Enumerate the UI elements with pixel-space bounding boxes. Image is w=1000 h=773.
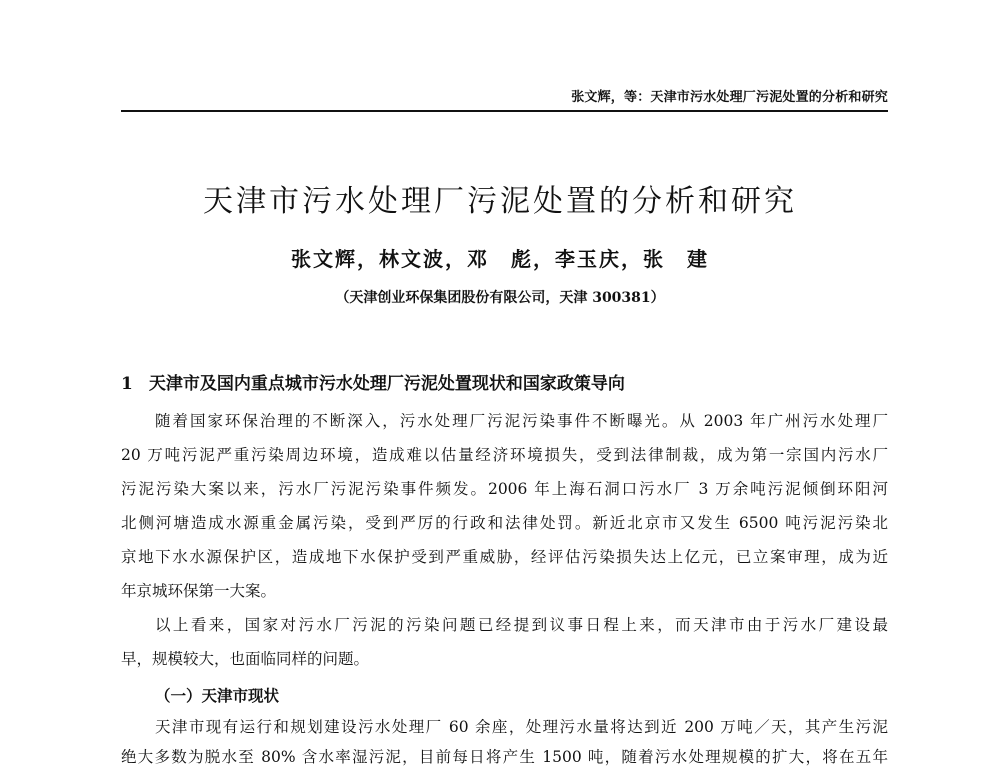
para1-line-3: 污泥污染大案以来，污水厂污泥污染事件频发。2006 年上海石洞口污水厂 3 万余吨污泥倾倒环阳河	[121, 480, 888, 498]
author-list: 张文辉，林文波，邓 彪，李玉庆，张 建	[291, 247, 709, 271]
para1-line-4: 北侧河塘造成水源重金属污染，受到严厉的行政和法律处罚。新近北京市又发生 6500 吨污泥污染北	[121, 514, 888, 532]
running-head: 张文辉，等：天津市污水处理厂污泥处置的分析和研究	[571, 90, 888, 105]
para2-line-1: 以上看来，国家对污水厂污泥的污染问题已经提到议事日程上来，而天津市由于污水厂建设最	[155, 616, 888, 634]
para3-line-1: 天津市现有运行和规划建设污水处理厂 60 余座，处理污水量将达到近 200 万吨／天，其产生污泥	[155, 718, 888, 736]
para1-line-1: 随着国家环保治理的不断深入，污水处理厂污泥污染事件不断曝光。从 2003 年广州污水处理厂	[155, 412, 888, 430]
subsection-heading: （一）天津市现状	[155, 686, 280, 705]
para3-line-2: 绝大多数为脱水至 80% 含水率湿污泥，目前每日将产生 1500 吨，随着污水处理规模的扩大，将在五年	[121, 748, 888, 766]
para1-line-6: 年京城环保第一大案。	[121, 582, 277, 600]
para1-line-2: 20 万吨污泥严重污染周边环境，造成难以估量经济环境损失，受到法律制裁，成为第一宗国内污水厂	[121, 446, 888, 464]
section-title: 天津市及国内重点城市污水处理厂污泥处置现状和国家政策导向	[148, 374, 625, 394]
para2-line-2: 早，规模较大，也面临同样的问题。	[121, 650, 370, 668]
affiliation: （天津创业环保集团股份有限公司，天津 300381）	[335, 290, 665, 306]
para1-line-5: 京地下水水源保护区，造成地下水保护受到严重威胁，经评估污染损失达上亿元，已立案审理，成为近	[121, 548, 888, 566]
paper-title: 天津市污水处理厂污泥处置的分析和研究	[203, 184, 797, 219]
header-rule	[121, 110, 888, 112]
section-1-heading	[121, 369, 625, 394]
section-number: 1	[121, 374, 133, 394]
